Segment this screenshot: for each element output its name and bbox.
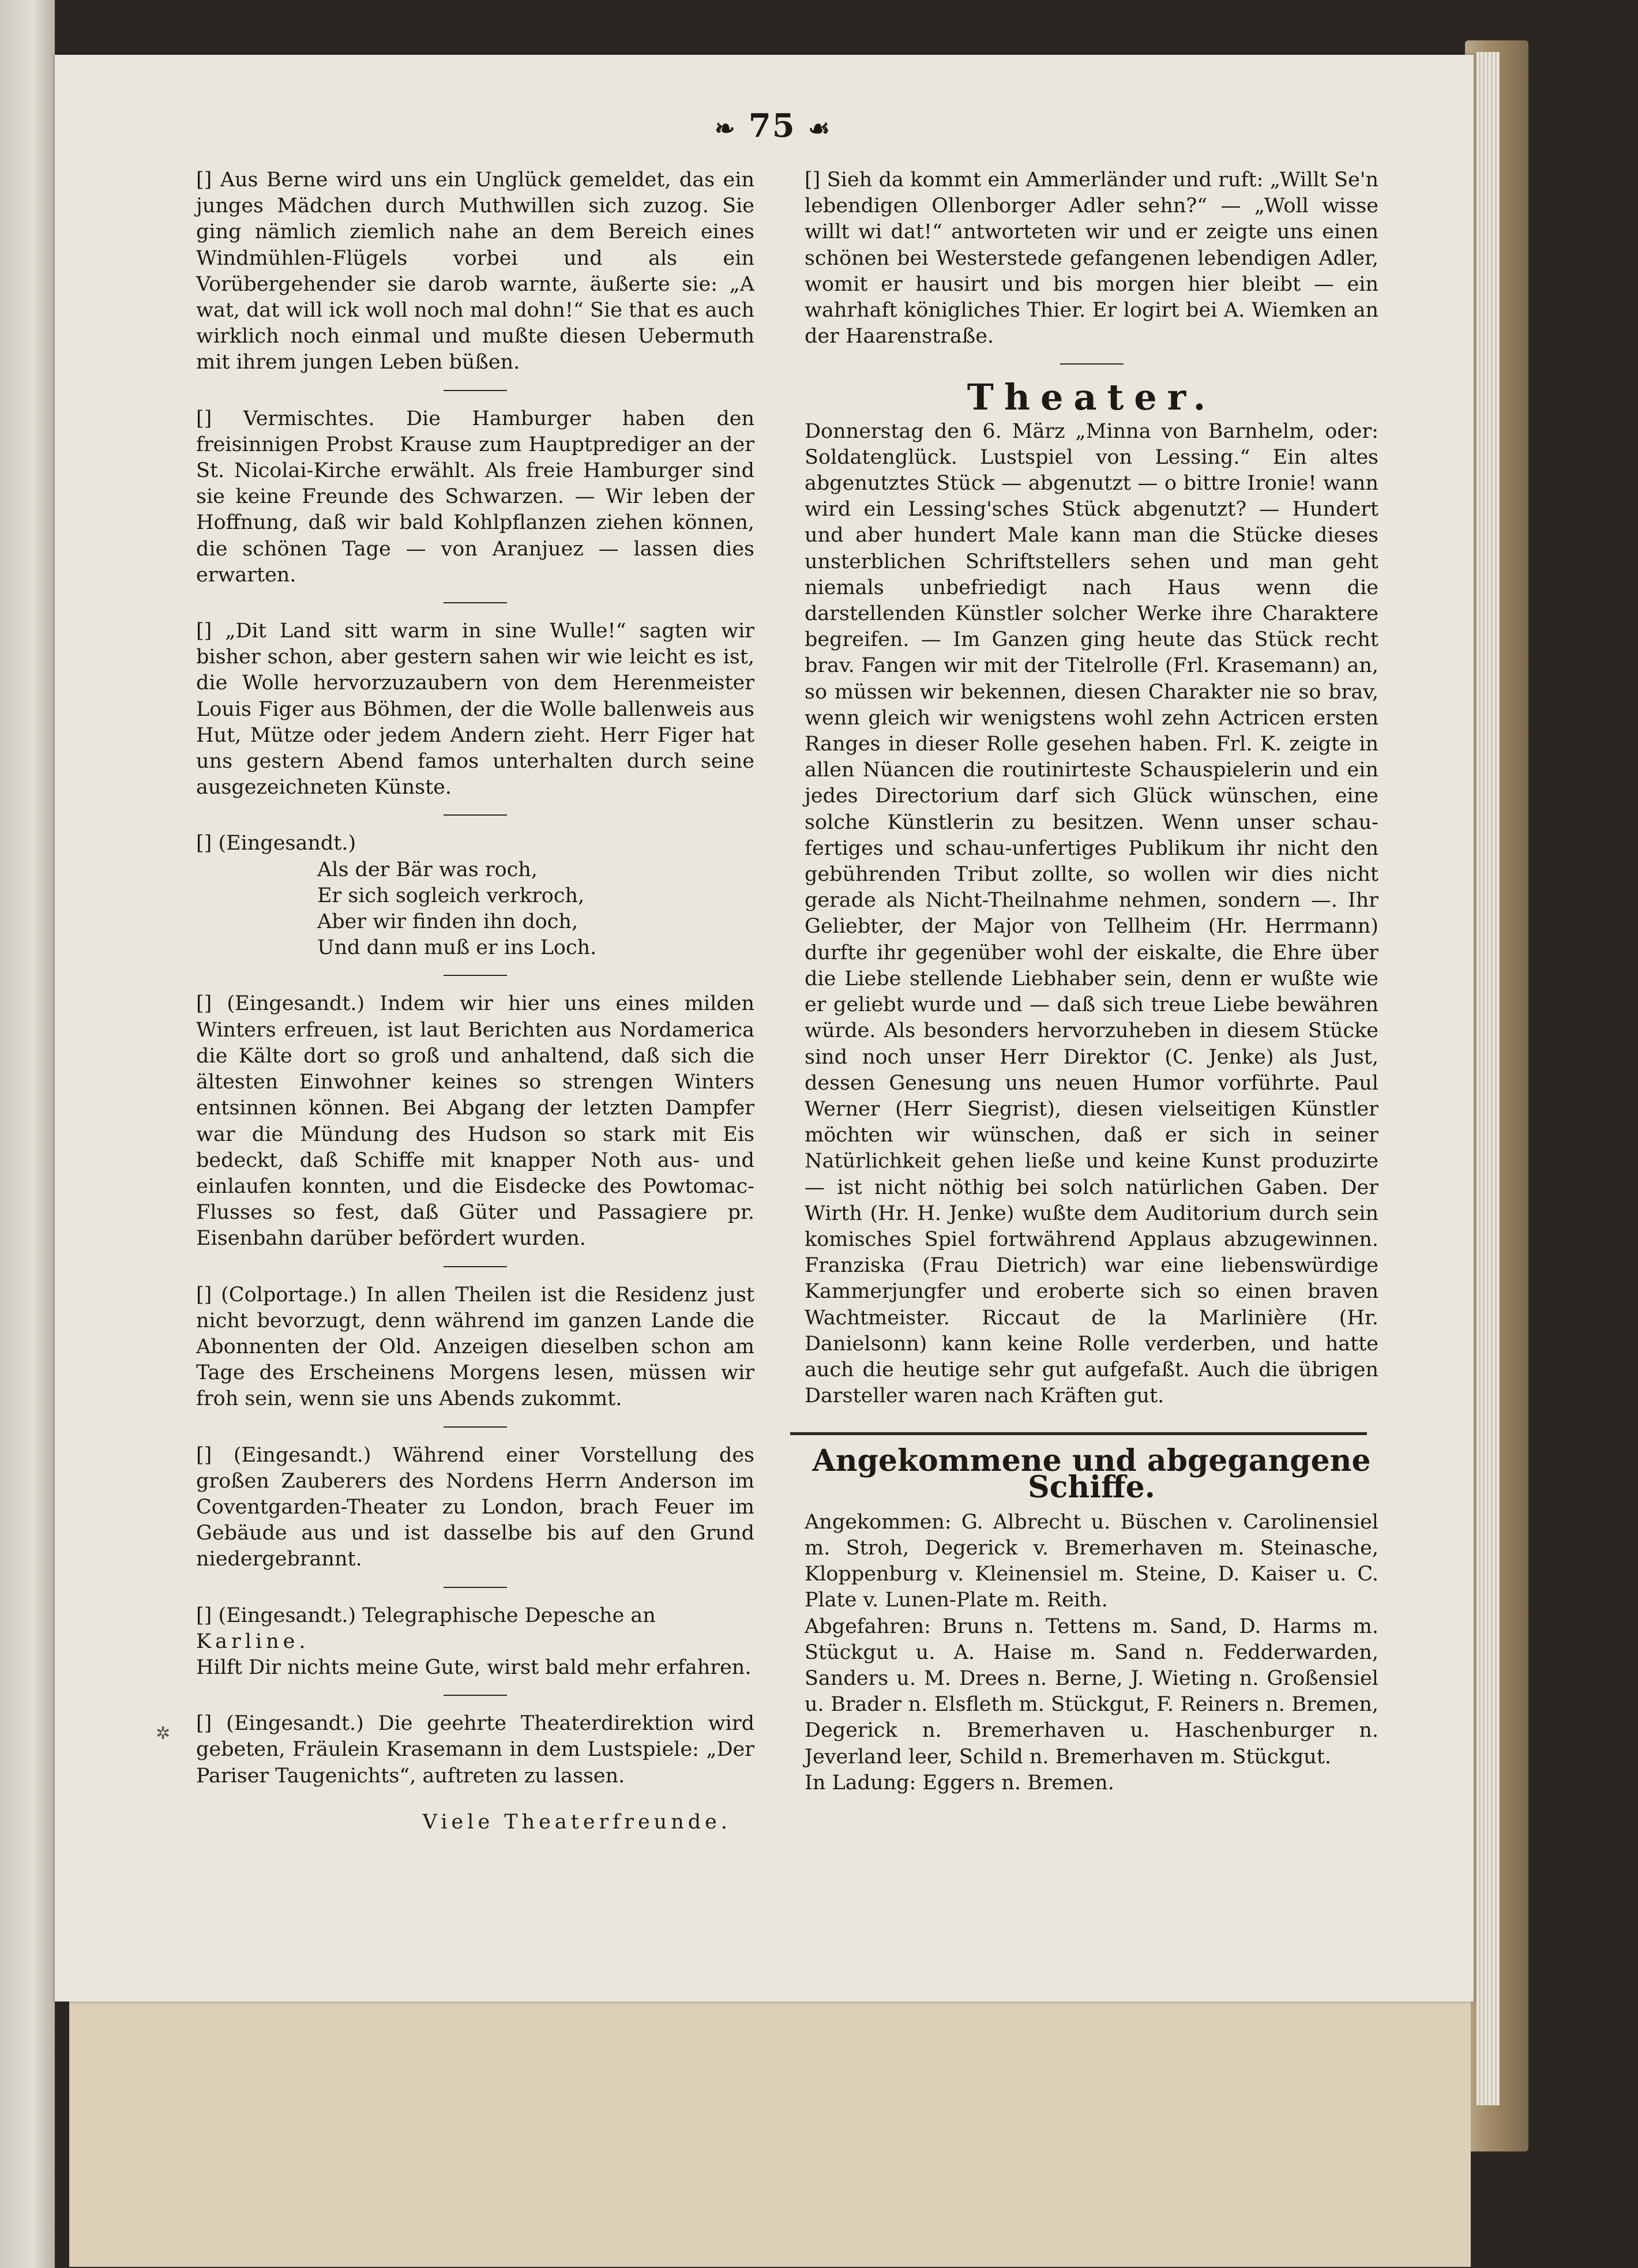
- ink-mark: ✲: [156, 1723, 171, 1744]
- left-page-edge: [0, 0, 55, 2268]
- article-telegram-message: Hilft Dir nichts meine Gute, wirst bald mehr erfahren.: [196, 1655, 752, 1679]
- article-telegram-recipient: Karline.: [196, 1629, 310, 1653]
- article-vermischtes: [] Vermischtes. Die Hamburger haben den freisinnigen Probst Krause zum Hauptprediger an der St. Nicolai-Kirche erwählt. Als freie Hamburger sind sie keine Freunde des Schwarzen. — Wir leben der Hoffnung, daß wir bald Kohlpflanzen ziehen können, die schönen Tage — von Aranjuez — lassen dies erwarten.: [196, 407, 754, 587]
- divider: [444, 814, 507, 816]
- article-signature: Viele Theaterfreunde.: [422, 1810, 731, 1834]
- article-eingesandt-verse-intro: [] (Eingesandt.): [196, 832, 356, 855]
- right-column: [805, 167, 1378, 1796]
- divider: [444, 390, 507, 391]
- article-telegram-line: [] (Eingesandt.) Telegraphische Depesche an: [196, 1604, 656, 1627]
- verse-line: Aber wir finden ihn doch,: [317, 910, 578, 934]
- page-number-header: [681, 107, 865, 145]
- divider: [1060, 363, 1124, 365]
- divider: [444, 1695, 507, 1696]
- verse-line: Und dann muß er ins Loch.: [317, 936, 597, 960]
- underlying-leaf: [69, 1996, 1471, 2267]
- ornament-left-icon: ❧: [715, 114, 737, 142]
- theater-review: Donnerstag den 6. März „Minna von Barnhelm, oder: Soldatenglück. Lustspiel von Lessing.“ Ein altes abgenutztes Stück — abgenutzt — o bittre Ironie! wann wird ein Lessing'sches Stück abgenutzt? — Hundert und aber hundert Male kann man die Stücke dieses unsterblichen Schriftstellers sehen und man geht niemals unbefriedigt nach Haus wenn die darstellenden Künstler solcher Werke ihre Charaktere begreifen. — Im Ganzen ging heute das Stück recht brav. Fangen wir mit der Titelrolle (Frl. Krasemann) an, so müssen wir bekennen, diesen Charakter nie so brav, wenn gleich wir wenigstens wohl zehn Actricen ersten Ranges in dieser Rolle gesehen haben. Frl. K. zeigte in allen Nüancen die routinirteste Schauspielerin und ein jedes Directorium darf sich Glück wünschen, eine solche Künstlerin zu besitzen. Wenn unser schau-fertiges und schau-unfertiges Publikum ihr nicht den gebührenden Tribut zollte, so wollen wir dies nicht gerade als Nicht-Theilnahme nehmen, sondern —. Ihr Geliebter, der Major von Tellheim (Hr. Herrmann) durfte ihr gegenüber wohl der eiskalte, die Ehre über die Liebe stellende Liebhaber sein, denn er wußte wie er geliebt wurde und — daß sich treue Liebe bewähren würde. Als besonders hervorzuheben in diesem Stücke sind noch unser Herr Direktor (C. Jenke) als Just, dessen Genesung uns neuen Humor vorführte. Paul Werner (Herr Siegrist), diesen vielseitigen Künstler möchten wir wünschen, daß er sich in seiner Natürlichkeit gehen ließe und keine Kunst produzirte — ist nicht nöthig bei solch natürlichen Gaben. Der Wirth (Hr. H. Jenke) wußte dem Auditorium durch sein komisches Spiel fortwährend Applaus abzugewinnen. Franziska (Frau Dietrich) war eine liebenswürdige Kammerjungfer und eroberte sich so einen braven Wachtmeister. Riccaut de la Marlinière (Hr. Danielsonn) kann keine Rolle verderben, und hatte auch die heutige sehr gut aufgefaßt. Auch die übrigen Darsteller waren nach Kräften gut.: [805, 419, 1378, 1408]
- divider: [444, 1587, 507, 1588]
- ships-loading: In Ladung: Eggers n. Bremen.: [805, 1771, 1114, 1794]
- ships-heading: Angekommene und abgegangene Schiffe.: [812, 1443, 1371, 1505]
- ships-arrived: Angekommen: G. Albrecht u. Büschen v. Carolinensiel m. Stroh, Degerick v. Bremerhaven m. Steinasche, Kloppenburg v. Kleinensiel m. Steine, D. Kaiser u. C. Plate v. Lunen-Plate m. Reith.: [805, 1510, 1378, 1612]
- theater-heading: Theater.: [967, 376, 1216, 419]
- ships-departed: Abgefahren: Bruns n. Tettens m. Sand, D. Harms m. Stückgut u. A. Haise m. Sand n. Fedderwarden, Sanders u. M. Drees n. Berne, J. Wieting n. Großensiel u. Brader n. Elsfleth m. Stückgut, F. Reiners n. Bremen, Degerick n. Bremerhaven u. Haschenburger n. Jeverland leer, Schild n. Bremerhaven m. Stückgut.: [805, 1614, 1378, 1768]
- divider: [444, 975, 507, 976]
- section-rule: [790, 1432, 1367, 1435]
- article-anderson-fire: [] (Eingesandt.) Während einer Vorstellung des großen Zauberers des Nordens Herrn Anderson im Coventgarden-Theater zu London, brach Feuer im Gebäude aus und ist dasselbe bis auf den Grund niedergebrannt.: [196, 1443, 754, 1571]
- page-number: 75: [748, 107, 796, 145]
- article-adler: [] Sieh da kommt ein Ammerländer und ruft: „Willt Se'n lebendigen Ollenborger Adler sehn?“ — „Woll wisse willt wi dat!“ antworteten wir und er zeigte uns einen schönen bei Westerstede gefangenen lebendigen Adler, womit er hausirt und bis morgen hier bleibt — ein wahrhaft königliches Thier. Er logirt bei A. Wiemken an der Haarenstraße.: [805, 168, 1378, 348]
- left-column: [196, 167, 754, 1856]
- article-theater-request: [] (Eingesandt.) Die geehrte Theaterdirektion wird gebeten, Fräulein Krasemann in dem Lustspiele: „Der Pariser Taugenichts“, auftreten zu lassen.: [196, 1712, 754, 1788]
- verse-line: Als der Bär was roch,: [317, 858, 538, 881]
- article-colportage: [] (Colportage.) In allen Theilen ist die Residenz just nicht bevorzugt, denn während im ganzen Lande die Abonnenten der Old. Anzeigen dieselben schon am Tage des Erscheinens Morgens lesen, müssen wir froh sein, wenn sie uns Abends zukommt.: [196, 1283, 754, 1411]
- page-edges: [1477, 52, 1500, 2105]
- verse-line: Er sich sogleich verkroch,: [317, 884, 585, 907]
- divider: [444, 1266, 507, 1267]
- divider: [444, 1426, 507, 1428]
- article-berne: [] Aus Berne wird uns ein Unglück gemeldet, das ein junges Mädchen durch Muthwillen sich zuzog. Sie ging nämlich ziemlich nahe an dem Bereich eines Windmühlen-Flügels vorbei und als ein Vorübergehender sie darob warnte, äußerte sie: „A wat, dat will ick woll noch mal dohn!“ Sie that es auch wirklich noch einmal und mußte diesen Uebermuth mit ihrem jungen Leben büßen.: [196, 168, 754, 374]
- divider: [444, 602, 507, 603]
- article-wulle: [] „Dit Land sitt warm in sine Wulle!“ sagten wir bisher schon, aber gestern sahen wir wie leicht es ist, die Wolle hervorzuzaubern von dem Herenmeister Louis Figer aus Böhmen, der die Wolle ballenweis aus Hut, Mütze oder jedem Andern zieht. Herr Figer hat uns gestern Abend famos unterhalten durch seine ausgezeichneten Künste.: [196, 619, 754, 799]
- ornament-right-icon: ☙: [808, 114, 831, 142]
- article-winter-america: [] (Eingesandt.) Indem wir hier uns eines milden Winters erfreuen, ist laut Berichten aus Nordamerica die Kälte dort so groß und anhaltend, daß sich die ältesten Einwohner keines so strengen Winters entsinnen können. Bei Abgang der letzten Dampfer war die Mündung des Hudson so stark mit Eis bedeckt, daß Schiffe mit knapper Noth aus- und einlaufen konnten, und die Eisdecke des Powtomac-Flusses so fest, daß Güter und Passagiere pr. Eisenbahn darüber befördert wurden.: [196, 992, 754, 1251]
